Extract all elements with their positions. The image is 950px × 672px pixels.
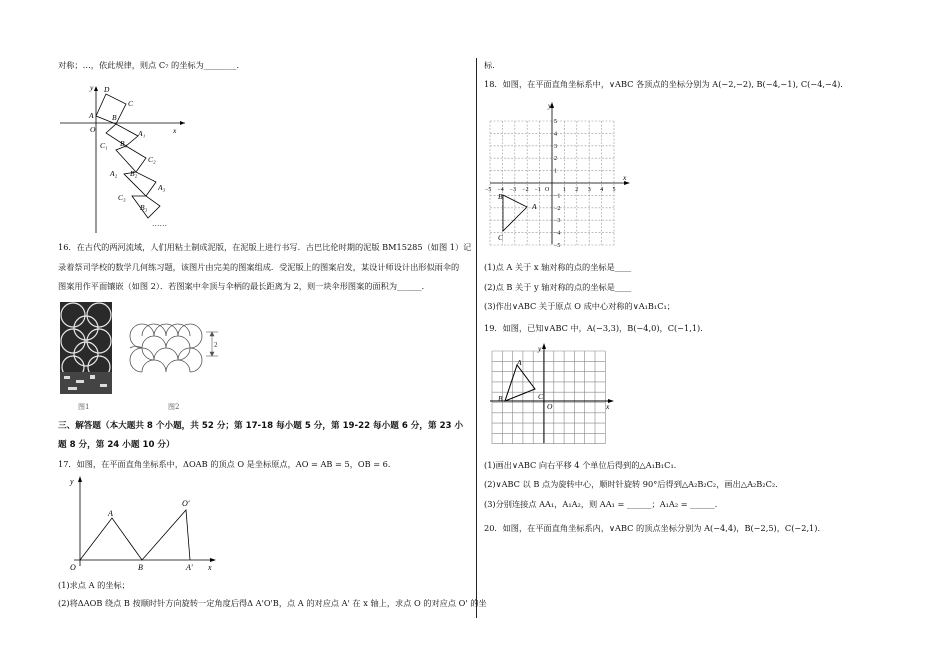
- q19-part-3: (3)分别连接点 AA₁，A₁A₂，则 AA₁ = ______；A₁A₂ = ______．: [484, 499, 723, 509]
- q15-y-arrow: [94, 86, 98, 91]
- q19-part-2: (2)∨ABC 以 B 点为旋转中心，顺时针旋转 90°后得到△A₂B₂C₂，画出△A₂B₂C₂．: [484, 479, 784, 489]
- q19-label-B: B: [498, 394, 503, 403]
- q16-line-3: 图案用作平面镶嵌（如图 2）．若图案中伞顶与伞柄的最长距离为 2，则一块伞形图案的面积为______．: [58, 281, 430, 291]
- q15-square-4: [124, 172, 156, 196]
- q17-label-x: x: [208, 563, 212, 572]
- q15-label-A3: A₃: [158, 183, 166, 192]
- q17-part-2: (2)将ΔAOB 绕点 B 按顺时针方向旋转一定角度后得Δ A'O'B，点 A 的对应点 A' 在 x 轴上，求点 O 的对应点 O' 的坐: [58, 598, 487, 608]
- q18-x-tick-label: 1: [562, 187, 566, 193]
- q18-x-tick-label: 2: [575, 187, 579, 193]
- q20-stem: 20．如图，在平面直角坐标系内，∨ABC 的顶点坐标分别为 A(−4,4)，B(−2,5)，C(−2,1)．: [484, 523, 826, 533]
- q18-y-tick-label: −5: [554, 243, 561, 249]
- q15-figure: [60, 78, 190, 238]
- q17-label-B: B: [138, 563, 143, 572]
- q16-fig2-dimension-label: 2: [214, 341, 218, 349]
- q17-figure: [62, 474, 222, 574]
- q18-label-y: y: [548, 101, 552, 110]
- q15-label-O: O: [90, 125, 96, 134]
- q17-label-A: A: [108, 509, 113, 518]
- q15-label-ellipsis: ……: [152, 219, 167, 228]
- q19-label-A: A: [517, 358, 522, 367]
- q18-x-tick-label: 3: [587, 187, 591, 193]
- q16-line-1: 16．在古代的两河流域，人们用粘土制成泥版，在泥版上进行书写．古巴比伦时期的泥版 BM15285（如图 1）记: [58, 242, 472, 252]
- q16-fig1-caption: 图1: [78, 403, 90, 411]
- q18-label-A: A: [532, 202, 537, 211]
- q15-label-B2: B₂: [130, 169, 138, 178]
- q15-label-C3: C₃: [118, 193, 126, 202]
- q15-label-A2: A₂: [110, 169, 118, 178]
- q19-triangle-ABC: [505, 365, 535, 401]
- q15-label-C: C: [128, 99, 134, 108]
- q18-y-tick-label: −4: [554, 230, 561, 237]
- q15-label-C1: C₁: [100, 141, 108, 150]
- section-3-heading-line-2: 题 8 分，第 24 小题 10 分）: [58, 440, 175, 450]
- q18-coordinate-grid: [486, 100, 636, 250]
- column-divider: [476, 58, 477, 618]
- q19-label-O: O: [547, 402, 553, 411]
- q15-square-1: [96, 94, 126, 124]
- q15-label-D: D: [104, 85, 110, 94]
- q17-stem: 17．如图，在平面直角坐标系中，ΔOAB 的顶点 O 是坐标原点，AO = AB = 5，OB = 6．: [58, 459, 397, 469]
- q17-label-Oprime: O': [182, 499, 190, 508]
- q18-label-x: x: [623, 173, 627, 182]
- q19-stem: 19．如图，已知∨ABC 中，A(−3,3)，B(−4,0)，C(−1,1)．: [484, 323, 709, 333]
- section-3-heading-line-1: 三、解答题（本大题共 8 个小题，共 52 分；第 17-18 每小题 5 分，第 19-22 每小题 6 分，第 23 小: [58, 421, 464, 431]
- q18-y-tick-label: 2: [554, 156, 557, 163]
- q18-x-tick-label: −3: [509, 187, 517, 193]
- q19-part-1: (1)画出∨ABC 向右平移 4 个单位后得到的△A₁B₁C₁．: [484, 460, 682, 470]
- q18-stem: 18．如图，在平面直角坐标系中，∨ABC 各顶点的坐标分别为 A(−2,−2), B(−4,−1), C(−4,−4)．: [484, 79, 849, 89]
- q15-label-A1: A₁: [138, 129, 146, 138]
- q18-x-tick-label: O: [545, 187, 550, 193]
- q17-part-1: (1)求点 A 的坐标；: [58, 580, 130, 590]
- q15-label-B3: B₃: [140, 203, 148, 212]
- q15-x-arrow: [180, 121, 185, 125]
- q15-label-y: y: [90, 83, 94, 92]
- q18-y-tick-label: 1: [554, 168, 557, 175]
- q15-label-B: B: [112, 113, 117, 122]
- q18-y-tick-label: −2: [554, 205, 561, 212]
- q18-x-tick-label: −4: [497, 187, 504, 193]
- q16-clay-tablet-image: [60, 302, 112, 394]
- q18-y-tick-label: 3: [554, 143, 557, 150]
- q17-label-y: y: [70, 477, 74, 486]
- q15-label-x: x: [173, 126, 177, 135]
- q15-label-B1: B₁: [120, 139, 128, 148]
- q17-tail-text: 标．: [484, 60, 501, 70]
- q19-label-x: x: [606, 402, 610, 411]
- q18-x-tick-label: −2: [522, 187, 529, 193]
- q18-label-B: B: [498, 192, 503, 201]
- q18-y-tick-label: −1: [554, 193, 561, 200]
- q18-part-3: (3)作出∨ABC 关于原点 O 成中心对称的∨A₁B₁C₁；: [484, 301, 675, 311]
- q18-y-tick-label: 5: [554, 119, 557, 125]
- q15-label-C2: C₂: [148, 155, 156, 164]
- q19-coordinate-grid: [488, 343, 618, 447]
- q16-fig2-caption: 图2: [168, 403, 180, 411]
- q16-umbrella-pattern: [122, 314, 226, 386]
- q19-label-y: y: [538, 344, 542, 353]
- q18-part-1: (1)点 A 关于 x 轴对称的点的坐标是____: [484, 262, 632, 272]
- q18-x-tick-label: 4: [600, 187, 604, 193]
- q15-label-A: A: [89, 111, 94, 120]
- q18-label-C: C: [498, 233, 504, 242]
- q16-line-2: 录着祭司学校的数学几何练习题，该图片由完美的图案组成．受泥版上的图案启发，某设计师设计出形似雨伞的: [58, 262, 460, 272]
- q18-x-tick-label: 5: [612, 187, 616, 193]
- q17-label-O: O: [70, 563, 76, 572]
- q18-part-2: (2)点 B 关于 y 轴对称的点的坐标是____: [484, 282, 632, 292]
- q18-x-tick-label: −1: [534, 187, 541, 193]
- q19-label-C: C: [538, 392, 544, 401]
- q17-label-Aprime: A': [186, 563, 193, 572]
- q15-tail-text: 对称；…，依此规律，则点 C₇ 的坐标为________．: [58, 60, 245, 70]
- q18-y-tick-label: 4: [554, 131, 557, 138]
- q17-triangles: [80, 510, 190, 560]
- q18-y-tick-label: −3: [554, 218, 561, 225]
- q18-x-tick-label: −5: [485, 187, 492, 193]
